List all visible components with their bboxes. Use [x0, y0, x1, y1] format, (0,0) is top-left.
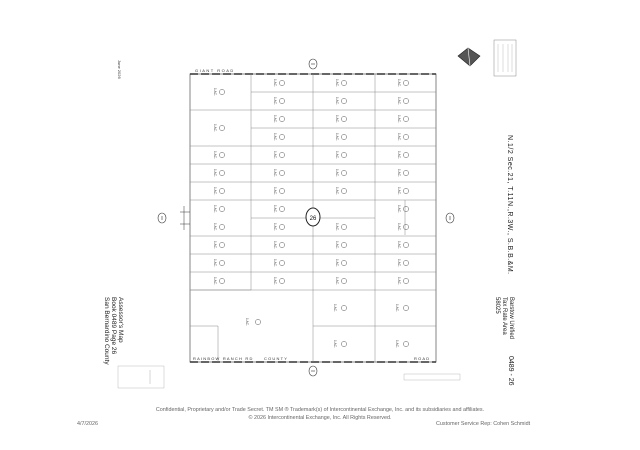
lot-number-circle: [255, 319, 260, 324]
lot-number-circle: [219, 170, 224, 175]
lot-number-circle: [219, 206, 224, 211]
lot-acreage-label: 1 AC.: [333, 304, 337, 312]
assessor-title-block: [103, 297, 124, 365]
scale-note-box: [118, 366, 164, 388]
assessor-title-line-2: Book 0489 Page 26: [110, 297, 117, 355]
lot-acreage-label: 1 AC.: [273, 259, 277, 267]
lot-acreage-label: 1 AC.: [273, 115, 277, 123]
lot-number-circle: [403, 188, 408, 193]
lot-acreage-label: 1 AC.: [213, 169, 217, 177]
section-number-text: 26: [309, 216, 317, 222]
lot-acreage-label: 1 AC.: [397, 151, 401, 159]
lot-acreage-label: 1 AC.: [213, 151, 217, 159]
lot-acreage-label: 1 AC.: [397, 115, 401, 123]
lot-acreage-label: 1 AC.: [335, 169, 339, 177]
lot-number-circle: [403, 242, 408, 247]
lot-acreage-label: 1 AC.: [335, 97, 339, 105]
lot-number-circle: [279, 98, 284, 103]
assessor-title-line-3: San Bernardino County: [103, 297, 110, 365]
lot-acreage-label: 1 AC.: [335, 115, 339, 123]
lot-number-circle: [403, 116, 408, 121]
lot-acreage-label: 1 AC.: [273, 223, 277, 231]
lot-number-circle: [279, 260, 284, 265]
tax-district-line-1: Barstow Unified: [508, 297, 514, 340]
lot-acreage-label: 1 AC.: [273, 277, 277, 285]
lot-number-circle: [279, 152, 284, 157]
lot-number-circle: [403, 206, 408, 211]
bottom-road-label-left: RAINBOW RANCH RD: [193, 356, 254, 361]
lot-number-circle: [341, 305, 346, 310]
tax-district-line-3: 58025: [494, 297, 501, 314]
lot-acreage-label: 1 AC.: [213, 124, 217, 132]
index-map-inset: [494, 40, 516, 76]
lot-acreage-label: 1 AC.: [397, 223, 401, 231]
lot-acreage-label: 1 AC.: [397, 97, 401, 105]
tax-district-line-2: Tax Rate Area: [501, 297, 508, 335]
lot-acreage-label: 1 AC.: [273, 241, 277, 249]
lot-number-circle: [219, 152, 224, 157]
lot-number-circle: [279, 224, 284, 229]
lot-number-circle: [341, 260, 346, 265]
assessor-title-line-1: Assessor's Map: [117, 297, 124, 343]
lot-number-circle: [341, 134, 346, 139]
lot-acreage-label: 1 AC.: [213, 88, 217, 96]
lot-number-circle: [341, 116, 346, 121]
lot-acreage-label: 1 AC.: [395, 340, 399, 348]
lot-acreage-label: 1 AC.: [335, 277, 339, 285]
lot-number-circle: [279, 170, 284, 175]
lot-acreage-label: 1 AC.: [335, 223, 339, 231]
lot-number-circle: [403, 134, 408, 139]
lot-number-circle: [403, 260, 408, 265]
lot-acreage-label: 1 AC.: [397, 79, 401, 87]
lot-acreage-label: 1 AC.: [335, 241, 339, 249]
lot-acreage-label: 1 AC.: [213, 241, 217, 249]
lot-number-circle: [403, 341, 408, 346]
lot-number-circle: [341, 278, 346, 283]
lot-number-circle: [219, 188, 224, 193]
lot-acreage-label: 1 AC.: [213, 259, 217, 267]
lot-number-circle: [341, 188, 346, 193]
lot-acreage-label: 1 AC.: [397, 187, 401, 195]
lot-acreage-label: 1 AC.: [273, 205, 277, 213]
top-road-label: GIANT ROAD: [195, 68, 235, 73]
lot-acreage-label: 1 AC.: [213, 223, 217, 231]
tax-district-block: [494, 297, 514, 339]
lot-number-circle: [403, 80, 408, 85]
book-page-number: 0489 - 26: [507, 356, 514, 386]
revision-note-box: [404, 374, 460, 380]
footer-copyright: © 2026 Intercontinental Exchange, Inc. All Rights Reserved.: [248, 415, 392, 421]
lot-number-circle: [341, 224, 346, 229]
lot-acreage-label: 1 AC.: [335, 151, 339, 159]
lot-number-circle: [279, 206, 284, 211]
lot-acreage-label: 1 AC.: [245, 318, 249, 326]
lot-acreage-label: 1 AC.: [273, 79, 277, 87]
map-date-label: June 2026: [117, 60, 122, 79]
lot-number-circle: [341, 242, 346, 247]
lot-acreage-label: 1 AC.: [397, 169, 401, 177]
bottom-road-label-mid: COUNTY: [264, 356, 289, 361]
lot-number-circle: [403, 305, 408, 310]
footer-print-date: 4/7/2026: [77, 421, 98, 427]
lot-acreage-label: 1 AC.: [213, 277, 217, 285]
lot-number-circle: [279, 242, 284, 247]
lot-number-circle: [403, 170, 408, 175]
lot-number-circle: [341, 98, 346, 103]
lot-number-circle: [279, 116, 284, 121]
lot-acreage-label: 1 AC.: [273, 133, 277, 141]
lot-acreage-label: 1 AC.: [397, 241, 401, 249]
lot-acreage-label: 1 AC.: [273, 187, 277, 195]
section-description-title: N.1/2 Sec.21, T.11N.,R.3W., S.B.B.&M.: [506, 135, 513, 275]
lot-number-circle: [341, 170, 346, 175]
lot-acreage-label: 1 AC.: [273, 169, 277, 177]
lot-acreage-label: 1 AC.: [213, 205, 217, 213]
lot-acreage-label: 1 AC.: [397, 277, 401, 285]
lot-acreage-label: 1 AC.: [395, 304, 399, 312]
lot-number-circle: [219, 278, 224, 283]
north-arrow-icon: [458, 48, 480, 66]
footer-confidential-notice: Confidential, Proprietary and/or Trade Secret. TM SM ® Trademark(s) of Intercontinental Exchange, Inc. and its subsidiaries and affiliates.: [155, 407, 485, 413]
lot-acreage-label: 1 AC.: [335, 187, 339, 195]
lot-number-circle: [341, 341, 346, 346]
lot-acreage-label: 1 AC.: [213, 187, 217, 195]
lot-acreage-label: 1 AC.: [333, 340, 337, 348]
lot-number-circle: [403, 152, 408, 157]
lot-number-circle: [341, 80, 346, 85]
lot-acreage-label: 1 AC.: [335, 133, 339, 141]
lot-number-circle: [219, 260, 224, 265]
lot-acreage-label: 1 AC.: [273, 151, 277, 159]
lot-acreage-label: 1 AC.: [335, 79, 339, 87]
lot-number-circle: [403, 224, 408, 229]
lot-acreage-label: 1 AC.: [273, 97, 277, 105]
lot-number-circle: [403, 278, 408, 283]
lot-number-circle: [219, 89, 224, 94]
lot-acreage-label: 1 AC.: [335, 259, 339, 267]
lot-number-circle: [279, 278, 284, 283]
footer-customer-service-rep: Customer Service Rep: Cohen Schmidt: [436, 421, 531, 427]
lot-acreage-label: 1 AC.: [397, 205, 401, 213]
lot-number-circle: [219, 242, 224, 247]
lot-acreage-label: 1 AC.: [397, 133, 401, 141]
bottom-road-label-right: ROAD: [414, 356, 431, 361]
lot-acreage-label: 1 AC.: [397, 259, 401, 267]
lot-number-circle: [403, 98, 408, 103]
lot-number-circle: [219, 125, 224, 130]
lot-number-circle: [341, 152, 346, 157]
lot-number-circle: [279, 134, 284, 139]
lot-number-circle: [219, 224, 224, 229]
lot-number-circle: [279, 188, 284, 193]
west-easement-detail: [180, 206, 190, 230]
lot-number-circle: [279, 80, 284, 85]
